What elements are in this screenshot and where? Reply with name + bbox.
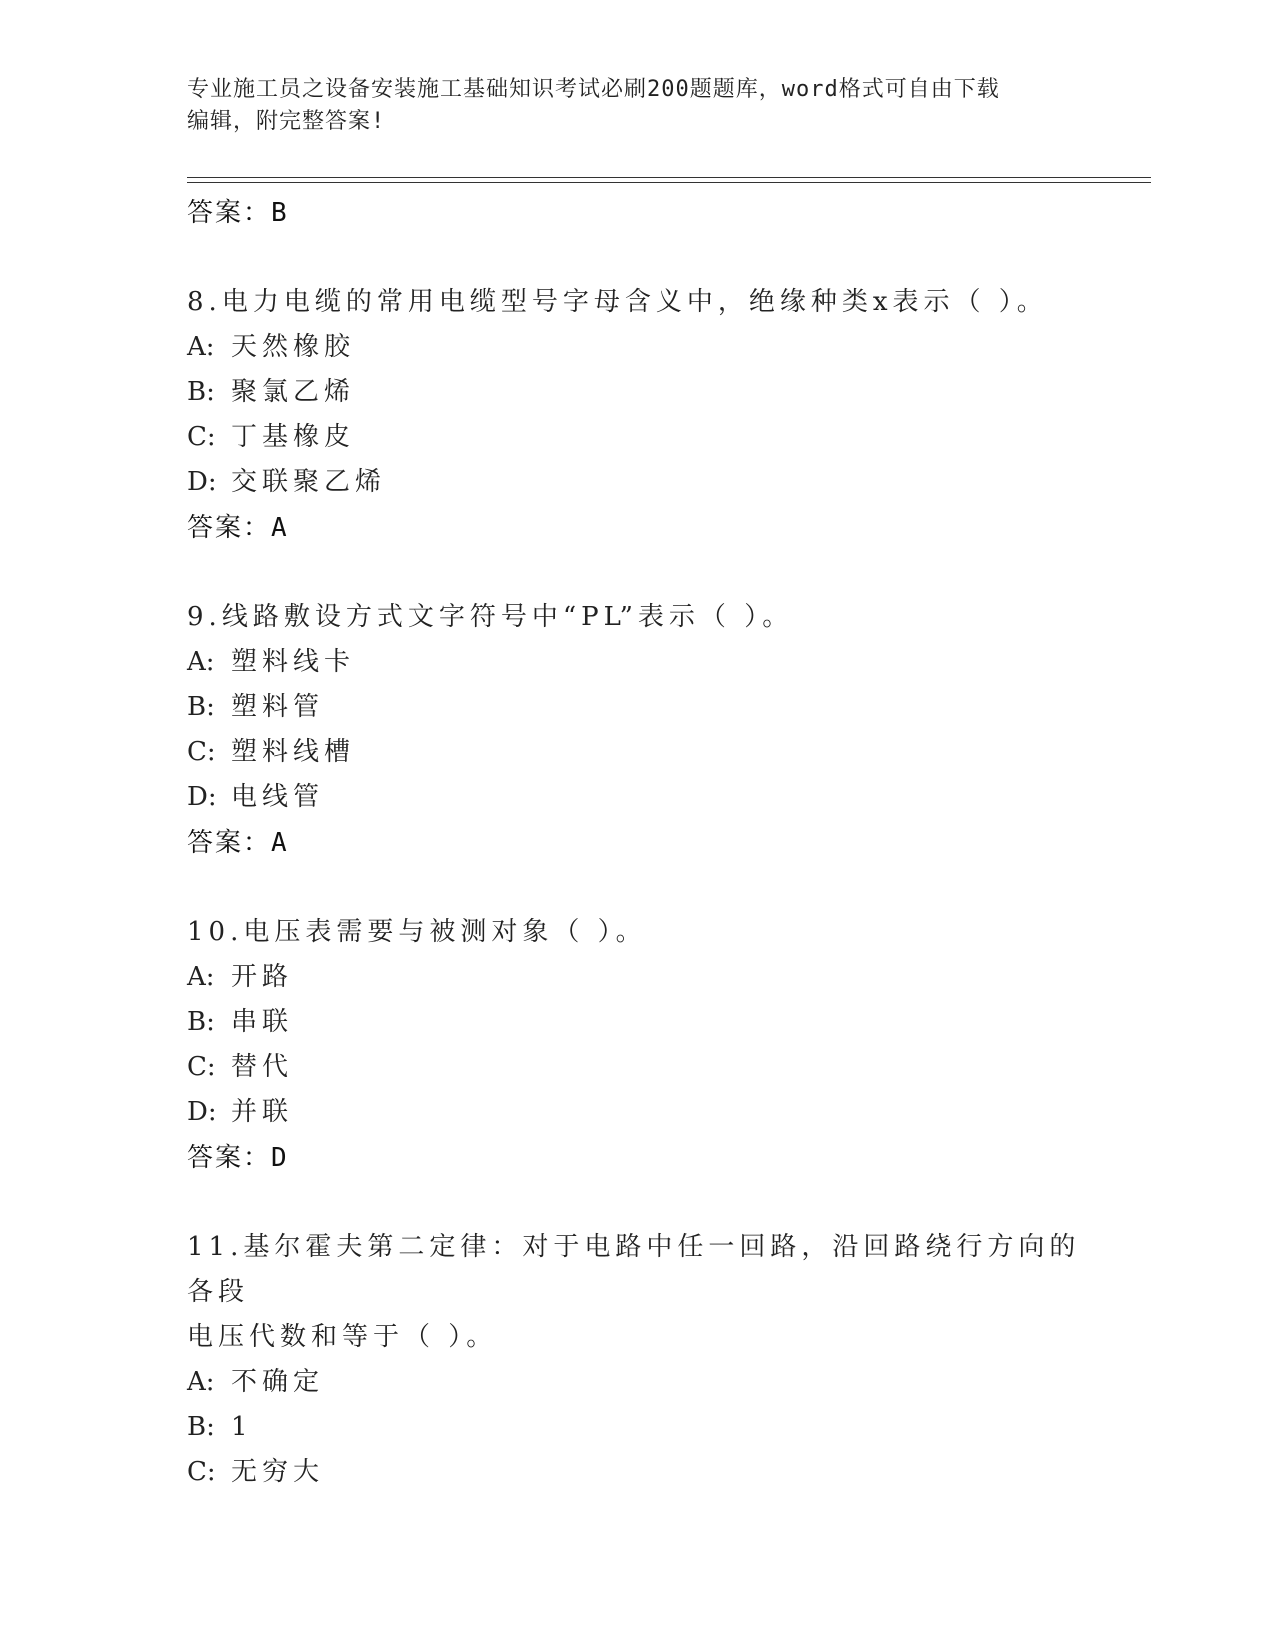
header-line-1: 专业施工员之设备安装施工基础知识考试必刷200题题库，word格式可自由下载 (187, 77, 1000, 102)
option-label: A: (187, 647, 215, 677)
option-label: B: (187, 692, 215, 722)
answer-line (187, 1135, 1087, 1181)
option-label: A: (187, 962, 215, 992)
option-label: B: (187, 1412, 215, 1442)
answer-line (187, 505, 1087, 551)
question-number: 9. (187, 602, 222, 632)
question-11 (187, 1225, 1087, 1360)
option-label: C: (187, 737, 216, 767)
option-b (187, 370, 1087, 415)
answer-line (187, 190, 1087, 236)
header-line-2: 编辑，附完整答案! (187, 109, 386, 134)
question-10 (187, 910, 1087, 955)
option-label: C: (187, 422, 216, 452)
option-text: 开路 (231, 962, 294, 992)
question-8 (187, 280, 1087, 325)
question-text: 电压表需要与被测对象（ ）。 (243, 917, 647, 947)
option-text: 天然橡胶 (231, 332, 356, 362)
option-text: 塑料管 (231, 692, 325, 722)
answer-label: 答案： (187, 198, 272, 228)
question-text: 基尔霍夫第二定律：对于电路中任一回路，沿回路绕行方向的各段 (187, 1232, 1081, 1307)
option-text: 无穷大 (231, 1457, 325, 1487)
option-label: C: (187, 1052, 216, 1082)
option-label: A: (187, 332, 215, 362)
option-b (187, 1000, 1087, 1045)
question-line-2: 电压代数和等于（ ）。 (187, 1322, 498, 1352)
question-line-1 (187, 1225, 1087, 1315)
option-label: B: (187, 1007, 215, 1037)
option-a (187, 640, 1087, 685)
option-text: 交联聚乙烯 (231, 467, 387, 497)
option-label: D: (187, 467, 217, 497)
option-text: 不确定 (231, 1367, 325, 1397)
option-text: 电线管 (231, 782, 325, 812)
question-text: 电力电缆的常用电缆型号字母含义中，绝缘种类x表示（ ）。 (221, 287, 1048, 317)
option-c (187, 730, 1087, 775)
question-number: 11. (187, 1232, 244, 1262)
answer-value: A (271, 513, 289, 543)
option-text: 塑料线卡 (231, 647, 356, 677)
header-divider-top (187, 177, 1151, 178)
option-d (187, 775, 1087, 820)
option-text: 1 (231, 1412, 253, 1442)
question-number: 10. (187, 917, 244, 947)
answer-label: 答案： (187, 513, 272, 543)
question-number: 8. (187, 287, 222, 317)
option-label: C: (187, 1457, 216, 1487)
answer-line (187, 820, 1087, 866)
option-a (187, 1360, 1087, 1405)
option-a (187, 325, 1087, 370)
option-label: A: (187, 1367, 215, 1397)
answer-value: B (271, 198, 289, 228)
option-d (187, 460, 1087, 505)
option-c (187, 1450, 1087, 1495)
answer-value: D (271, 1143, 289, 1173)
option-c (187, 1045, 1087, 1090)
option-d (187, 1090, 1087, 1135)
option-a (187, 955, 1087, 1000)
option-text: 并联 (231, 1097, 294, 1127)
question-9 (187, 595, 1087, 640)
option-text: 丁基橡皮 (231, 422, 356, 452)
option-text: 替代 (231, 1052, 294, 1082)
option-label: D: (187, 782, 217, 812)
option-c (187, 415, 1087, 460)
document-header (187, 74, 1067, 138)
question-text: 线路敷设方式文字符号中“PL”表示（ ）。 (221, 602, 794, 632)
answer-label: 答案： (187, 828, 272, 858)
option-label: B: (187, 377, 215, 407)
answer-value: A (271, 828, 289, 858)
header-divider-bottom (187, 182, 1151, 183)
option-text: 聚氯乙烯 (231, 377, 356, 407)
option-text: 塑料线槽 (231, 737, 356, 767)
question-list (187, 190, 1087, 1495)
option-b (187, 685, 1087, 730)
answer-label: 答案： (187, 1143, 272, 1173)
option-b (187, 1405, 1087, 1450)
option-label: D: (187, 1097, 217, 1127)
option-text: 串联 (231, 1007, 294, 1037)
